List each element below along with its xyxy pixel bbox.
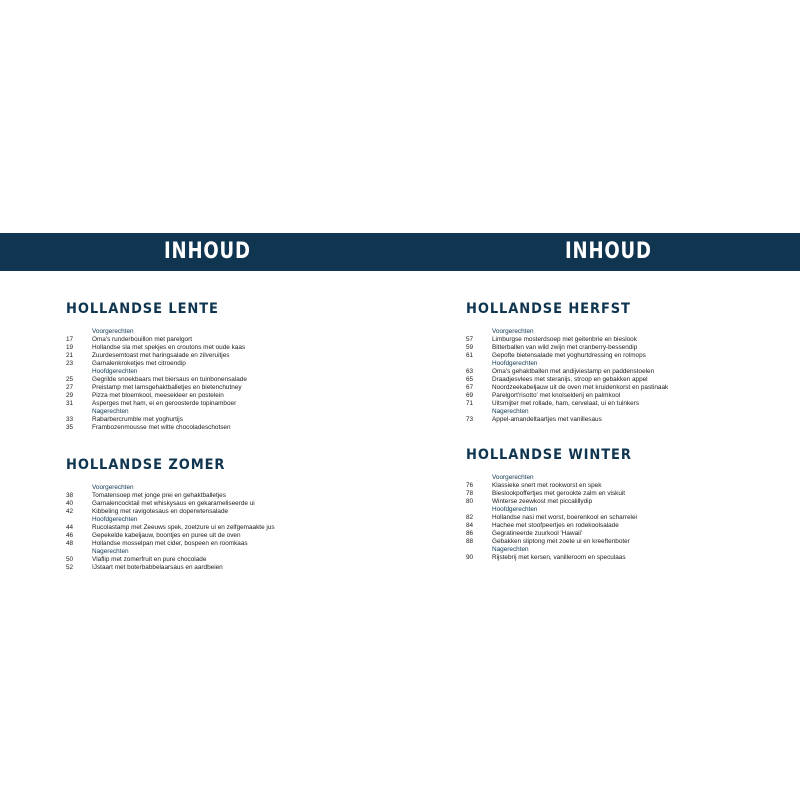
section-title: HOLLANDSE HERFST xyxy=(466,301,631,317)
recipe-title: Uitsmijter met rollade, ham, cervelaat, ui en tuinkers xyxy=(492,400,640,407)
toc-entry xyxy=(466,352,800,360)
toc-entry xyxy=(66,532,406,540)
header-banner xyxy=(0,233,800,271)
page-number: 73 xyxy=(466,416,474,423)
toc-entry xyxy=(66,540,406,548)
recipe-title: Rucolastamp met Zeeuws spek, zoetzure ui en zelfgemaakte jus xyxy=(92,524,275,531)
recipe-title: Noordzeekabeljauw uit de oven met kruidenkorst en pastinaak xyxy=(492,384,669,391)
toc-entry xyxy=(66,352,406,360)
page-number: 78 xyxy=(466,490,474,497)
course-label: Voorgerechten xyxy=(92,484,134,491)
section-herfst xyxy=(466,300,800,424)
toc-entry xyxy=(466,344,800,352)
recipe-title: Klassieke snert met rookworst en spek xyxy=(492,482,602,489)
toc-entry xyxy=(66,492,406,500)
recipe-title: Gegrilde snoekbaars met biersaus en tuinbonensalade xyxy=(92,376,247,383)
toc-entry xyxy=(466,490,800,498)
course-label: Voorgerechten xyxy=(92,328,134,335)
toc-entry xyxy=(66,360,406,368)
recipe-title: Bitterballen van wild zwijn met cranberry-bessendip xyxy=(492,344,638,351)
recipe-title: Gepekelde kabeljauw, boontjes en puree uit de oven xyxy=(92,532,241,539)
recipe-title: Rabarbercrumble met yoghurtijs xyxy=(92,416,183,423)
toc-entry xyxy=(466,514,800,522)
recipe-title: Kibbeling met ravigotesaus en doperwtensalade xyxy=(92,508,229,515)
recipe-title: Parelgort'risotto' met knolselderij en palmkool xyxy=(492,392,621,399)
page-number: 82 xyxy=(466,514,474,521)
recipe-title: Rijstebrij met kersen, vanilleroom en speculaas xyxy=(492,554,626,561)
page-number: 57 xyxy=(466,336,474,343)
section-title: HOLLANDSE ZOMER xyxy=(66,457,226,473)
course-label: Nagerechten xyxy=(492,408,529,415)
course-label: Hoofdgerechten xyxy=(92,516,138,523)
page-number: 52 xyxy=(66,564,74,571)
toc-entry xyxy=(66,400,406,408)
page-number: 21 xyxy=(66,352,74,359)
recipe-title: Preistamp met lamsgehaktballetjes en bietenchutney xyxy=(92,384,242,391)
recipe-title: Bieslookpoffertjes met gerookte zalm en viskuit xyxy=(492,490,626,497)
toc-entry xyxy=(66,392,406,400)
page-number: 27 xyxy=(66,384,74,391)
page-number: 61 xyxy=(466,352,474,359)
page-number: 90 xyxy=(466,554,474,561)
page-title-left: INHOUD xyxy=(164,239,251,264)
page-number: 69 xyxy=(466,392,474,399)
toc-entry xyxy=(466,368,800,376)
toc-entry xyxy=(466,522,800,530)
page-number: 33 xyxy=(66,416,74,423)
page-number: 46 xyxy=(66,532,74,539)
page-number: 35 xyxy=(66,424,74,431)
recipe-title: Oma's gehaktballen met andijviestamp en paddenstoelen xyxy=(492,368,655,375)
recipe-title: Zuurdesemtoast met haringsalade en zilveruitjes xyxy=(92,352,230,359)
course-label: Hoofdgerechten xyxy=(492,360,538,367)
page-number: 42 xyxy=(66,508,74,515)
page-number: 19 xyxy=(66,344,74,351)
toc-entry xyxy=(66,524,406,532)
page-number: 65 xyxy=(466,376,474,383)
recipe-title: Frambozenmousse met witte chocoladeschotsen xyxy=(92,424,231,431)
toc-entry xyxy=(466,538,800,546)
section-winter xyxy=(466,446,800,562)
section-zomer xyxy=(66,456,406,572)
section-title: HOLLANDSE LENTE xyxy=(66,301,219,317)
recipe-title: Oma's runderbouillon met parelgort xyxy=(92,336,192,343)
toc-entry xyxy=(66,384,406,392)
toc-entry xyxy=(66,376,406,384)
recipe-title: Tomatensoep met jonge prei en gehaktballetjes xyxy=(92,492,226,499)
toc-entry xyxy=(66,500,406,508)
page-number: 44 xyxy=(66,524,74,531)
page-number: 29 xyxy=(66,392,74,399)
toc-entry xyxy=(66,344,406,352)
course-label: Voorgerechten xyxy=(492,328,534,335)
page-number: 71 xyxy=(466,400,474,407)
page-number: 88 xyxy=(466,538,474,545)
page-number: 67 xyxy=(466,384,474,391)
page-number: 25 xyxy=(66,376,74,383)
page-number: 38 xyxy=(66,492,74,499)
page-number: 86 xyxy=(466,530,474,537)
toc-entry xyxy=(466,416,800,424)
page-number: 59 xyxy=(466,344,474,351)
page-title-right: INHOUD xyxy=(565,239,652,264)
course-label: Hoofdgerechten xyxy=(92,368,138,375)
recipe-title: Hachee met stoofpeertjes en rodekoolsalade xyxy=(492,522,619,529)
toc-entry xyxy=(66,336,406,344)
toc-entry xyxy=(66,424,406,432)
course-label: Nagerechten xyxy=(492,546,529,553)
section-lente xyxy=(66,300,406,432)
recipe-title: Limburgse mosterdsoep met geitenbrie en bieslook xyxy=(492,336,637,343)
section-title: HOLLANDSE WINTER xyxy=(466,447,632,463)
toc-entry xyxy=(466,482,800,490)
page-number: 23 xyxy=(66,360,74,367)
toc-entry xyxy=(466,554,800,562)
recipe-title: Draadjesvlees met steranijs, stroop en gebakken appel xyxy=(492,376,648,383)
toc-entry xyxy=(466,384,800,392)
toc-entry xyxy=(466,336,800,344)
page-number: 50 xyxy=(66,556,74,563)
toc-entry xyxy=(466,392,800,400)
recipe-title: Gebakken sliptong met zoete ui en kreeftenboter xyxy=(492,538,630,545)
toc-entry xyxy=(466,530,800,538)
toc-entry xyxy=(466,400,800,408)
page-number: 80 xyxy=(466,498,474,505)
course-label: Hoofdgerechten xyxy=(492,506,538,513)
page-number: 17 xyxy=(66,336,74,343)
page-number: 76 xyxy=(466,482,474,489)
recipe-title: Hollandse sla met spekjes en croutons met oude kaas xyxy=(92,344,246,351)
recipe-title: Hollandse nasi met worst, boerenkool en scharrelei xyxy=(492,514,637,521)
course-label: Nagerechten xyxy=(92,408,129,415)
recipe-title: Appel-amandeltaartjes met vanillesaus xyxy=(492,416,602,423)
recipe-title: Winterse zeewkost met piccalillydip xyxy=(492,498,593,505)
course-label: Nagerechten xyxy=(92,548,129,555)
recipe-title: Pizza met bloemkool, meesekleer en postelein xyxy=(92,392,224,399)
recipe-title: Garnalencocktail met whiskysaus en gekarameliseerde ui xyxy=(92,500,255,507)
recipe-title: IJstaart met boterbabbelaarsaus en aardbeien xyxy=(92,564,223,571)
recipe-title: Gegratineerde zuurkool 'Hawaii' xyxy=(492,530,583,537)
recipe-title: Gepofte bietensalade met yoghurtdressing en rolmops xyxy=(492,352,646,359)
toc-entry xyxy=(466,498,800,506)
page-number: 84 xyxy=(466,522,474,529)
recipe-title: Garnalenkroketjes met citroendip xyxy=(92,360,186,367)
toc-entry xyxy=(66,416,406,424)
page-number: 40 xyxy=(66,500,74,507)
toc-entry xyxy=(66,556,406,564)
page-number: 63 xyxy=(466,368,474,375)
course-label: Voorgerechten xyxy=(492,474,534,481)
page-number: 31 xyxy=(66,400,74,407)
recipe-title: Vlaflip met zomerfruit en pure chocolade xyxy=(92,556,207,563)
recipe-title: Hollandse mosselpan met cider, bospeen en roomkaas xyxy=(92,540,248,547)
toc-entry xyxy=(66,564,406,572)
page-number: 48 xyxy=(66,540,74,547)
recipe-title: Asperges met ham, ei en geroosterde topinamboer xyxy=(92,400,237,407)
toc-entry xyxy=(466,376,800,384)
toc-entry xyxy=(66,508,406,516)
